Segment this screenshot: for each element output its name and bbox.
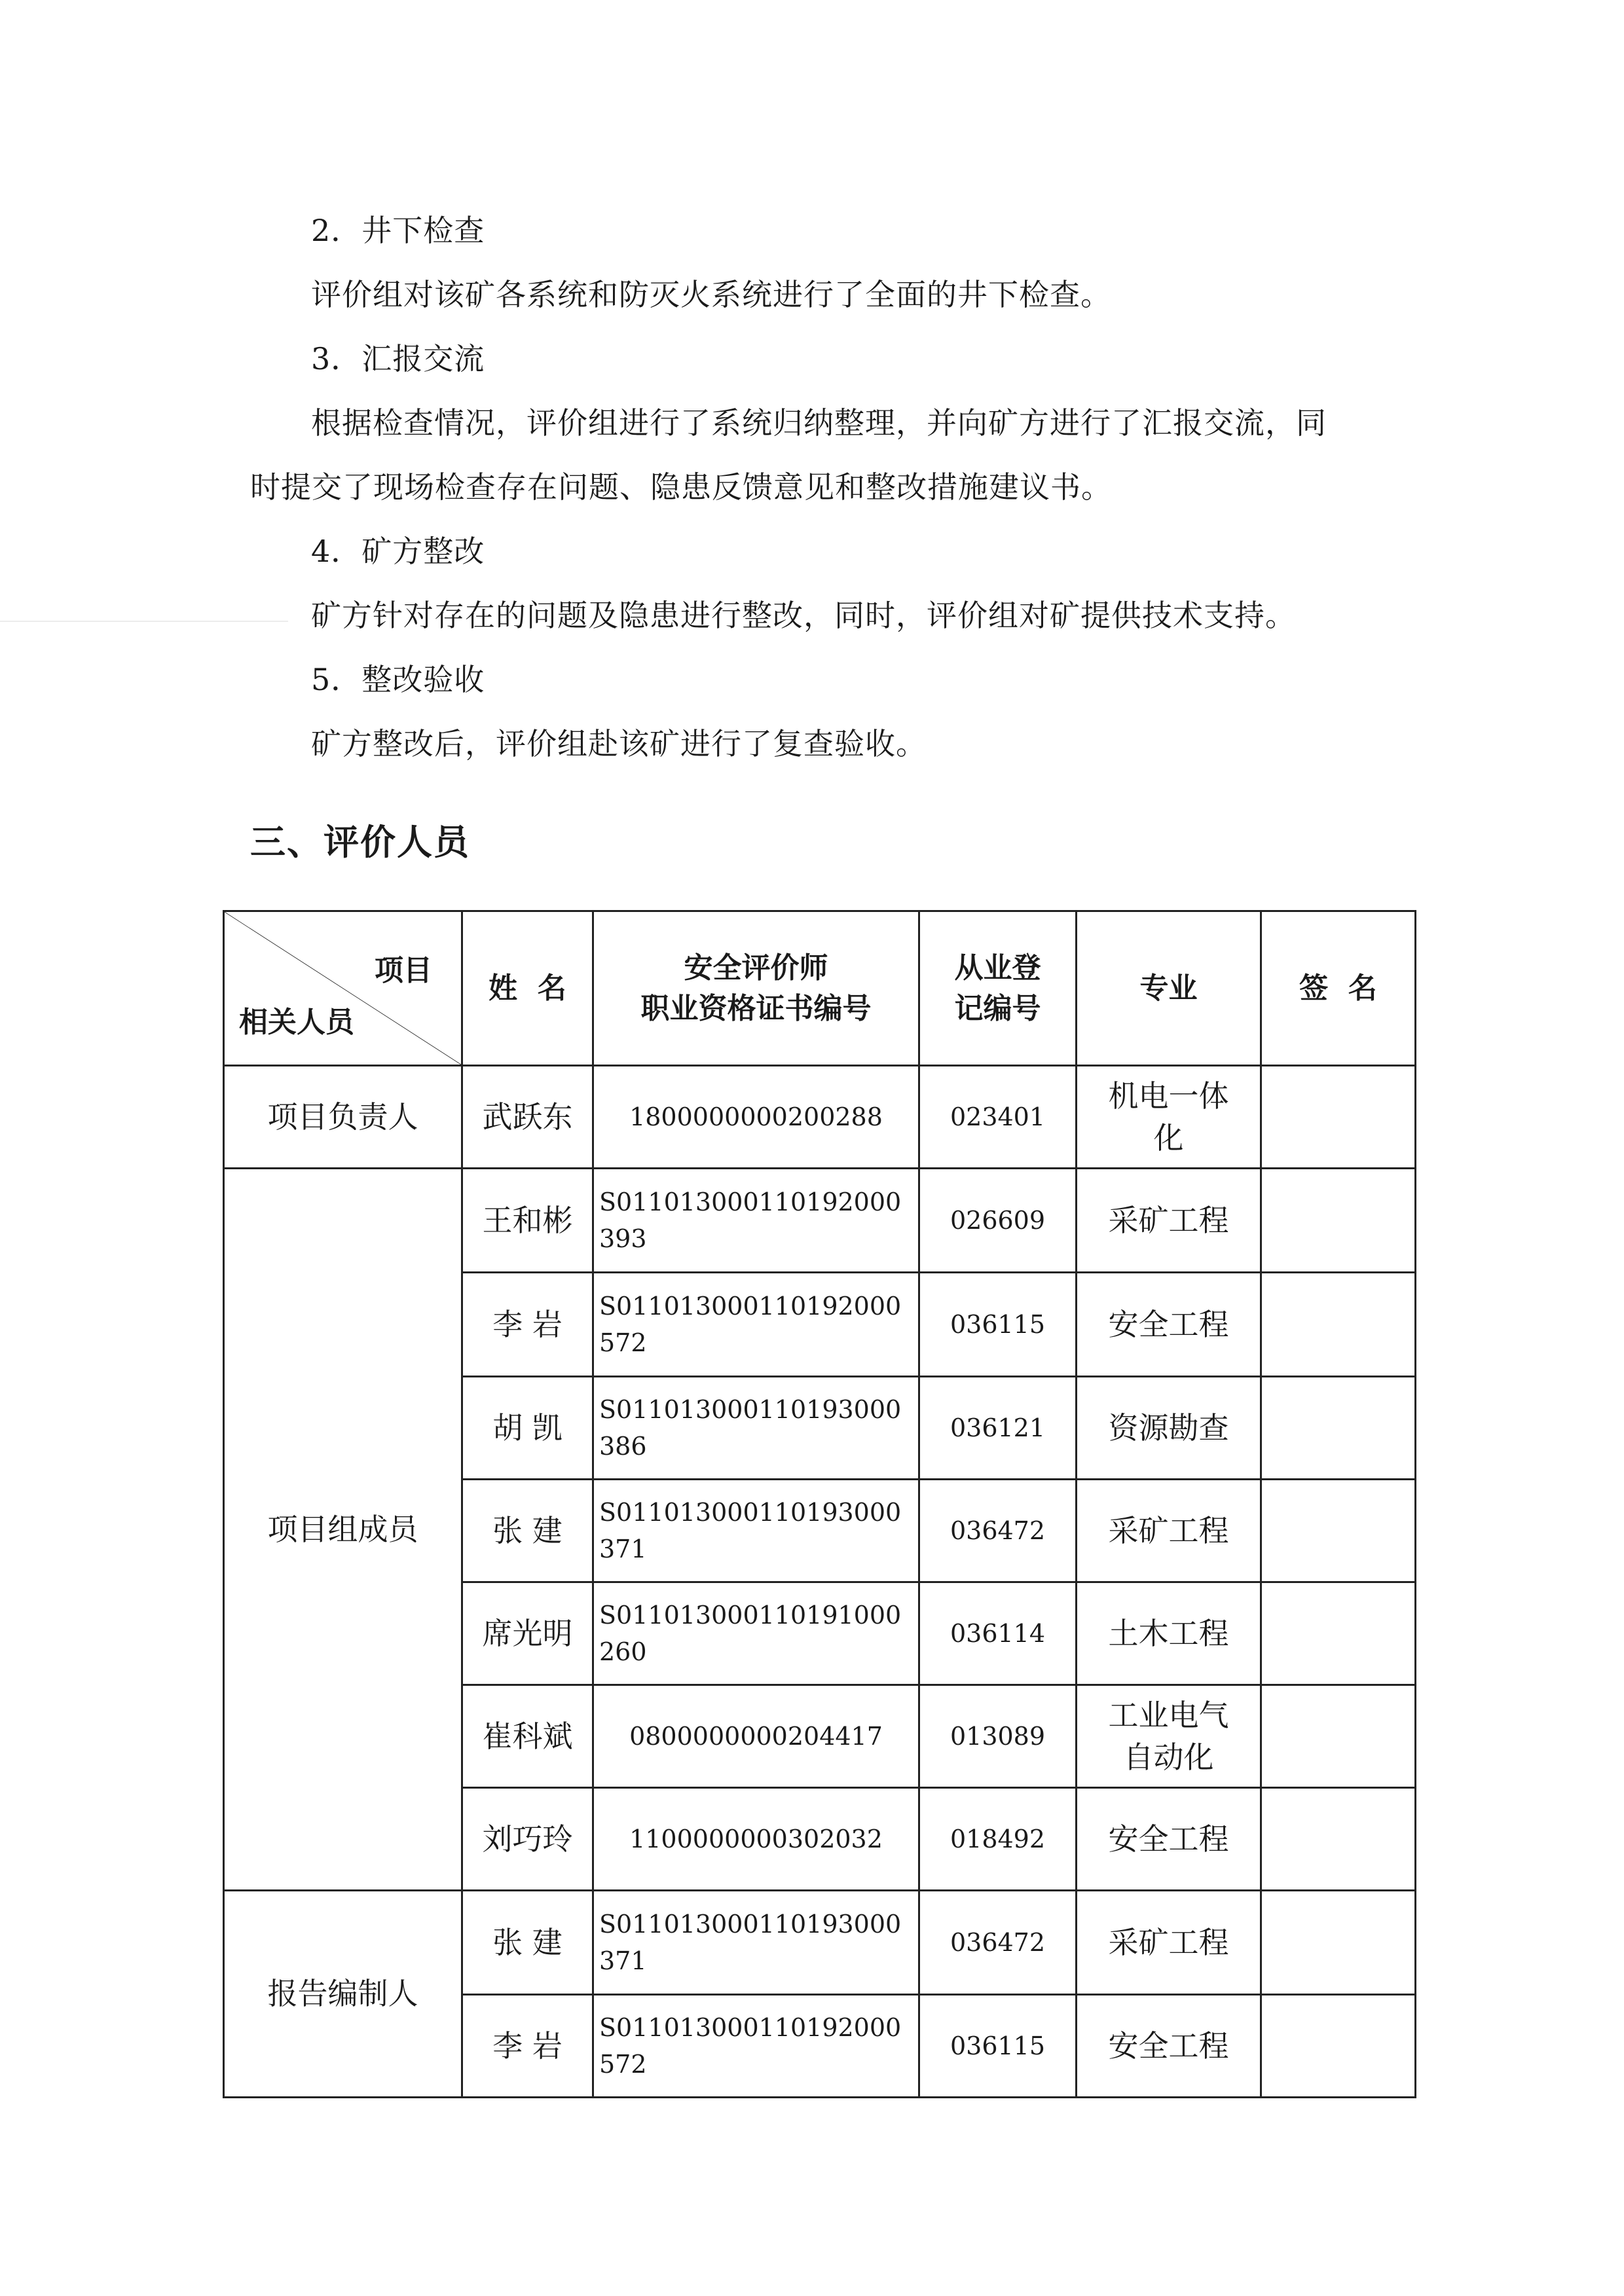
signature-cell <box>1261 1273 1416 1377</box>
signature-cell <box>1261 1994 1416 2097</box>
paragraph-report-exchange-line2: 时提交了现场检查存在问题、隐患反馈意见和整改措施建议书。 <box>250 469 1112 505</box>
registration-cell: 036115 <box>919 1994 1077 2097</box>
section-title-evaluators: 三、评价人员 <box>250 822 470 863</box>
header-personnel-label: 相关人员 <box>239 1006 354 1039</box>
major-cell: 土木工程 <box>1077 1582 1261 1685</box>
name-cell: 李 岩 <box>462 1273 593 1377</box>
table-row <box>224 1066 1416 1169</box>
signature-cell <box>1261 1168 1416 1272</box>
subheading-rectification-acceptance: 5．整改验收 <box>311 662 485 697</box>
major-cell: 安全工程 <box>1077 1787 1261 1890</box>
major-cell: 资源勘查 <box>1077 1377 1261 1480</box>
certificate-cell: S011013000110193000386 <box>593 1377 919 1480</box>
certificate-cell: 0800000000204417 <box>593 1685 919 1787</box>
header-project-label: 项目 <box>375 954 432 987</box>
registration-cell: 036121 <box>919 1377 1077 1480</box>
paragraph-underground-inspection: 评价组对该矿各系统和防灭火系统进行了全面的井下检查。 <box>311 277 1111 312</box>
role-cell: 项目负责人 <box>224 1066 462 1169</box>
certificate-cell: S011013000110192000393 <box>593 1168 919 1272</box>
major-cell: 采矿工程 <box>1077 1890 1261 1994</box>
registration-cell: 036472 <box>919 1480 1077 1582</box>
header-name: 姓 名 <box>462 911 593 1066</box>
registration-cell: 013089 <box>919 1685 1077 1787</box>
role-cell: 报告编制人 <box>224 1890 462 2097</box>
evaluator-table <box>223 910 1416 2098</box>
name-cell: 李 岩 <box>462 1994 593 2097</box>
subheading-underground-inspection: 2．井下检查 <box>311 213 485 248</box>
signature-cell <box>1261 1066 1416 1169</box>
major-cell: 采矿工程 <box>1077 1168 1261 1272</box>
header-signature: 签 名 <box>1261 911 1416 1066</box>
registration-cell: 026609 <box>919 1168 1077 1272</box>
name-cell: 胡 凯 <box>462 1377 593 1480</box>
name-cell: 刘巧玲 <box>462 1787 593 1890</box>
table-header-row <box>224 911 1416 1066</box>
registration-cell: 036472 <box>919 1890 1077 1994</box>
signature-cell <box>1261 1787 1416 1890</box>
table-row <box>224 1890 1416 1994</box>
major-cell: 机电一体 化 <box>1077 1066 1261 1169</box>
major-cell: 采矿工程 <box>1077 1480 1261 1582</box>
certificate-cell: 1100000000302032 <box>593 1787 919 1890</box>
major-cell: 安全工程 <box>1077 1994 1261 2097</box>
registration-cell: 036114 <box>919 1582 1077 1685</box>
name-cell: 王和彬 <box>462 1168 593 1272</box>
major-cell: 安全工程 <box>1077 1273 1261 1377</box>
registration-cell: 018492 <box>919 1787 1077 1890</box>
certificate-cell: S011013000110193000371 <box>593 1480 919 1582</box>
paragraph-rectification-acceptance: 矿方整改后，评价组赴该矿进行了复查验收。 <box>311 726 927 761</box>
name-cell: 席光明 <box>462 1582 593 1685</box>
table-row <box>224 1168 1416 1272</box>
scan-artifact-rule <box>0 621 288 622</box>
signature-cell <box>1261 1685 1416 1787</box>
registration-cell: 023401 <box>919 1066 1077 1169</box>
major-cell: 工业电气 自动化 <box>1077 1685 1261 1787</box>
certificate-cell: S011013000110191000260 <box>593 1582 919 1685</box>
registration-cell: 036115 <box>919 1273 1077 1377</box>
header-registration: 从业登 记编号 <box>919 911 1077 1066</box>
signature-cell <box>1261 1480 1416 1582</box>
name-cell: 武跃东 <box>462 1066 593 1169</box>
subheading-report-exchange: 3．汇报交流 <box>311 341 485 376</box>
header-major: 专业 <box>1077 911 1261 1066</box>
name-cell: 张 建 <box>462 1890 593 1994</box>
signature-cell <box>1261 1582 1416 1685</box>
paragraph-report-exchange-line1: 根据检查情况，评价组进行了系统归纳整理，并向矿方进行了汇报交流，同 <box>311 405 1327 441</box>
header-certificate: 安全评价师 职业资格证书编号 <box>593 911 919 1066</box>
name-cell: 张 建 <box>462 1480 593 1582</box>
certificate-cell: 1800000000200288 <box>593 1066 919 1169</box>
subheading-mine-rectification: 4．矿方整改 <box>311 534 485 569</box>
certificate-cell: S011013000110192000572 <box>593 1994 919 2097</box>
certificate-cell: S011013000110192000572 <box>593 1273 919 1377</box>
paragraph-mine-rectification: 矿方针对存在的问题及隐患进行整改，同时，评价组对矿提供技术支持。 <box>311 598 1296 633</box>
signature-cell <box>1261 1377 1416 1480</box>
certificate-cell: S011013000110193000371 <box>593 1890 919 1994</box>
signature-cell <box>1261 1890 1416 1994</box>
role-cell: 项目组成员 <box>224 1168 462 1890</box>
header-diagonal-cell <box>224 911 462 1066</box>
name-cell: 崔科斌 <box>462 1685 593 1787</box>
